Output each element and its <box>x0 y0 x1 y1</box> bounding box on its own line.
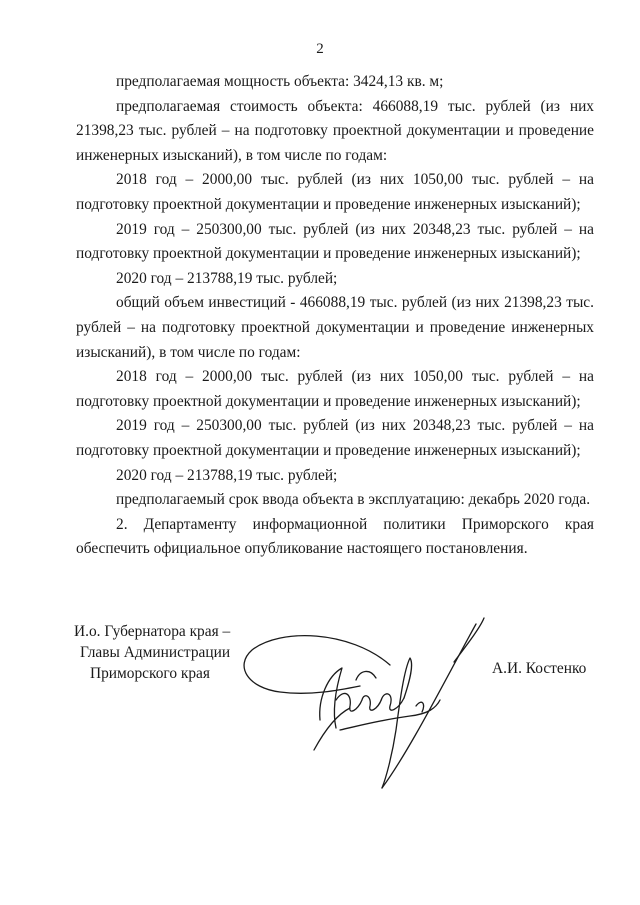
signatory-title-line: Приморского края <box>90 665 210 682</box>
paragraph-item-2-publication: 2. Департаменту информационной политики Приморского края обеспечить официальное опубликование настоящего постановления. <box>76 515 594 558</box>
paragraph-cost-2018: 2018 год – 2000,00 тыс. рублей (из них 1050,00 тыс. рублей – на подготовку проектной документации и проведение инженерных изысканий); <box>76 171 594 213</box>
paragraph-estimated-cost: предполагаемая стоимость объекта: 466088,19 тыс. рублей (из них 21398,23 тыс. рублей – на подготовку проектной документации и проведение инженерных изысканий), в том числе по годам: <box>76 97 594 164</box>
signatory-title-line: И.о. Губернатора края – <box>74 623 231 640</box>
signatory-name: А.И. Костенко <box>492 660 587 677</box>
paragraph-total-investment: общий объем инвестиций - 466088,19 тыс. рублей (из них 21398,23 тыс. рублей – на подготовку проектной документации и проведение инженерных изысканий), в том числе по годам: <box>76 294 594 361</box>
paragraph-cost-2019: 2019 год – 250300,00 тыс. рублей (из них 20348,23 тыс. рублей – на подготовку проектной документации и проведение инженерных изысканий); <box>76 220 594 263</box>
document-body <box>76 70 594 562</box>
paragraph-capacity: предполагаемая мощность объекта: 3424,13 кв. м; <box>116 73 444 90</box>
paragraph-commissioning-date: предполагаемый срок ввода объекта в эксплуатацию: декабрь 2020 года. <box>116 491 591 509</box>
paragraph-investment-2020: 2020 год – 213788,19 тыс. рублей; <box>116 466 338 484</box>
paragraph-cost-2020: 2020 год – 213788,19 тыс. рублей; <box>116 269 338 287</box>
signatory-title-line: Главы Администрации <box>80 644 231 661</box>
paragraph-investment-2019: 2019 год – 250300,00 тыс. рублей (из них 20348,23 тыс. рублей – на подготовку проектной документации и проведение инженерных изысканий); <box>76 417 594 459</box>
page-number: 2 <box>316 41 324 57</box>
handwritten-signature <box>240 610 490 790</box>
paragraph-investment-2018: 2018 год – 2000,00 тыс. рублей (из них 1050,00 тыс. рублей – на подготовку проектной документации и проведение инженерных изысканий); <box>76 368 594 410</box>
